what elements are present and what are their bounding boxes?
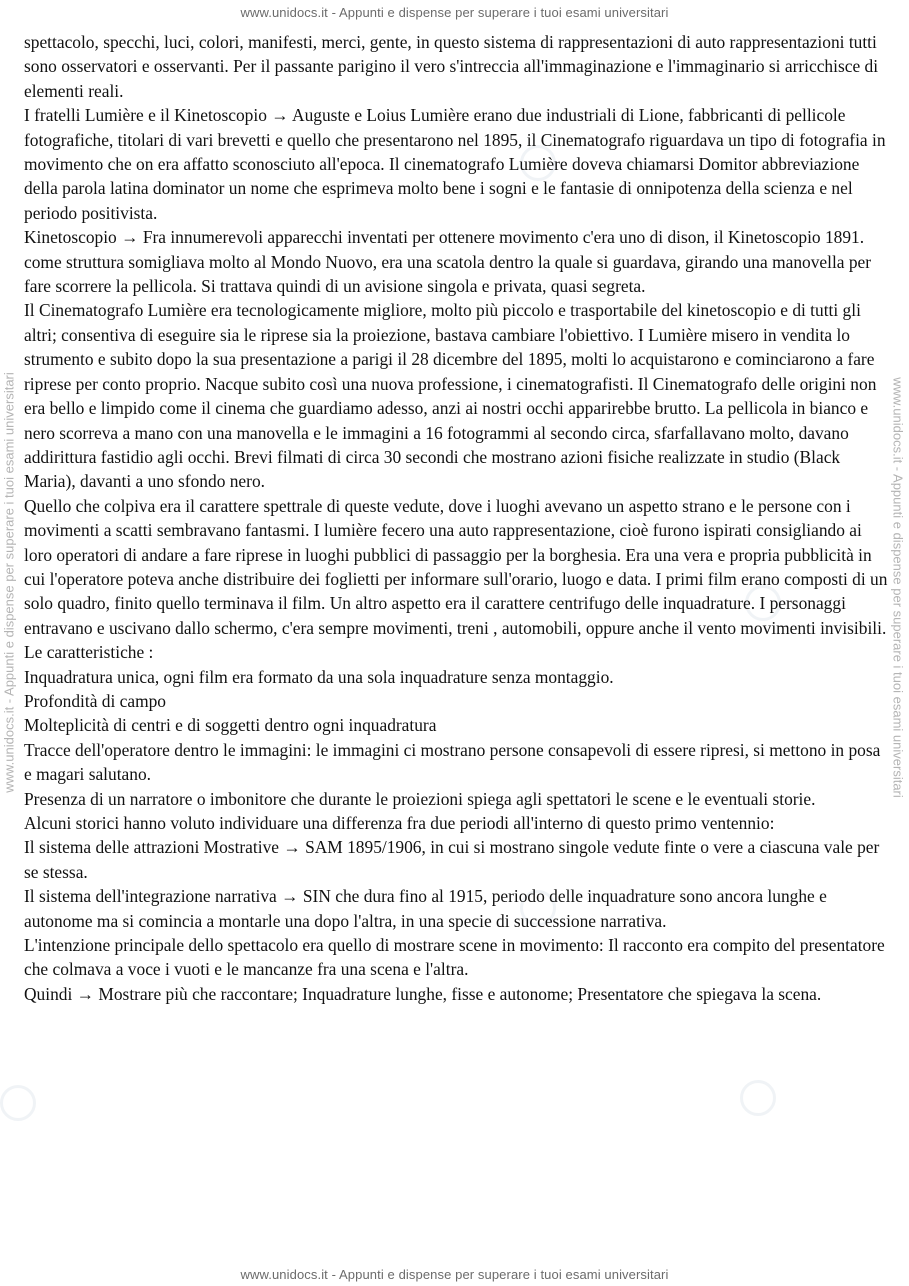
watermark-left: www.unidocs.it - Appunti e dispense per superare i tuoi esami universitari [1, 372, 17, 793]
paragraph: Il Cinematografo Lumière era tecnologicamente migliore, molto più piccolo e trasportabile del kinetoscopio e di tutti gli altri; consentiva di eseguire sia le riprese sia la proiezione, bastava cambiare l'obiettivo. I Lumière misero in vendita lo strumento e subito dopo la sua presentazione a parigi il 28 dicembre del 1895, molti lo acquistarono e cominciarono a fare riprese per conto proprio. Nacque subito così una nuova professione, i cinematografisti. Il Cinematografo delle origini non era bello e limpido come il cinema che guardiamo adesso, anzi ai nostri occhi apparirebbe brutto. La pellicola in bianco e nero scorreva a mano con una manovella e le immagini a 16 fotogrammi al secondo circa, sfarfallavano molto, davano addirittura fastidio agli occhi. Brevi filmati di circa 30 secondi che mostrano azioni fisiche realizzate in studio (Black Maria), davanti a uno sfondo nero. [24, 300, 877, 492]
list-item: Tracce dell'operatore dentro le immagini: le immagini ci mostrano persone consapevoli di essere ripresi, si mettono in posa e magari salutano. [24, 739, 881, 785]
list-item: Profondità di campo [24, 690, 166, 711]
paragraph: I fratelli Lumière e il Kinetoscopio → Auguste e Loius Lumière erano due industriali di Lione, fabbricanti di pellicole fotografiche, titolari di vari brevetti e quello che presentarono nel 1895, il Cinematografo riguardava un tipo di fotografia in movimento che on era affatto sconosciuto all'epoca. Il cinematografo Lumière doveva chiamarsi Domitor abbreviazione della parola latina dominator un nome che esprimeva molto bene i sogni e le fantasie di onnipotenza della scienza e nel periodo positivista. [24, 105, 886, 223]
document-body [24, 30, 890, 1006]
paragraph: Il sistema dell'integrazione narrativa → SIN che dura fino al 1915, periodo delle inquadrature sono ancora lunghe e autonome ma si comincia a montarle una dopo l'altra, in una specie di successione narrativa. [24, 886, 827, 931]
list-item: Presenza di un narratore o imbonitore che durante le proiezioni spiega agli spettatori le scene e le eventuali storie. [24, 788, 816, 809]
section-heading: Le caratteristiche : [24, 642, 154, 663]
list-item: Inquadratura unica, ogni film era formato da una sola inquadrature senza montaggio. [24, 666, 614, 687]
watermark-right: www.unidocs.it - Appunti e dispense per superare i tuoi esami universitari [890, 377, 906, 798]
watermark-logo-icon [0, 1085, 36, 1121]
watermark-bottom: www.unidocs.it - Appunti e dispense per superare i tuoi esami universitari [240, 1267, 669, 1282]
watermark-top: www.unidocs.it - Appunti e dispense per superare i tuoi esami universitari [240, 5, 669, 20]
paragraph: L'intenzione principale dello spettacolo era quello di mostrare scene in movimento: Il racconto era compito del presentatore che colmava a voce i vuoti e le mancanze fra una scena e l'altra. [24, 935, 885, 980]
paragraph: Quello che colpiva era il carattere spettrale di queste vedute, dove i luoghi avevano un aspetto strano e le persone con i movimenti a scatti sembravano fantasmi. I lumière fecero una auto rappresentazione, cioè furono ispirati consigliando ai loro operatori di andare a fare riprese in luoghi pubblici di passaggio per la borghesia. Era una vera e propria pubblicità in cui l'operatore poteva anche distribuire dei foglietti per informare sull'orario, luogo e data. I primi film erano composti di un solo quadro, finito quello terminava il film. Un altro aspetto era il carattere centrifugo delle inquadrature. I personaggi entravano e uscivano dallo schermo, c'era sempre movimenti, treni , automobili, oppure anche il vento movimenti invisibili. [24, 495, 888, 638]
paragraph: Il sistema delle attrazioni Mostrative → SAM 1895/1906, in cui si mostrano singole vedute finte o vere a ciascuna vale per se stessa. [24, 837, 880, 882]
list-item: Molteplicità di centri e di soggetti dentro ogni inquadratura [24, 715, 437, 736]
paragraph: Quindi → Mostrare più che raccontare; Inquadrature lunghe, fisse e autonome; Presentatore che spiegava la scena. [24, 983, 822, 1004]
paragraph: Kinetoscopio → Fra innumerevoli apparecchi inventati per ottenere movimento c'era uno di dison, il Kinetoscopio 1891. come struttura somigliava molto al Mondo Nuovo, era una scatola dentro la quale si guardava, girando una manovella per fare scorrere la pellicola. Si trattava quindi di un avisione singola e privata, quasi segreta. [24, 227, 872, 297]
paragraph: spettacolo, specchi, luci, colori, manifesti, merci, gente, in questo sistema di rappresentazioni di auto rappresentazioni tutti sono osservatori e osservanti. Per il passante parigino il vero s'intreccia all'immaginazione e l'immaginario si arricchisce di elementi reali. [24, 32, 879, 101]
paragraph: Alcuni storici hanno voluto individuare una differenza fra due periodi all'interno di questo primo ventennio: [24, 813, 775, 833]
watermark-logo-icon [740, 1080, 776, 1116]
